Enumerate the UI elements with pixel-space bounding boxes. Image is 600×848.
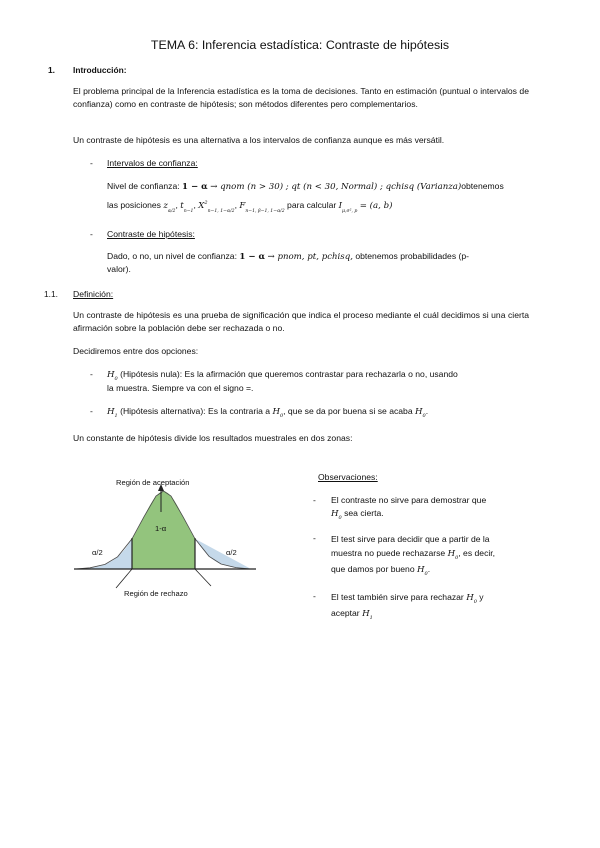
h0-line-1 (107, 368, 529, 383)
observation-3 (331, 590, 531, 622)
text: (Hipótesis nula): Es la afirmación que queremos contrastar para rechazarla o no, usando (120, 369, 458, 379)
symbol-h: H (362, 609, 370, 619)
zones-paragraph: Un constante de hipótesis divide los resultados muestrales en dos zonas: (73, 433, 353, 443)
symbol-f: F (239, 201, 246, 211)
subscript: n−1, β−1, 1−α/2 (245, 209, 285, 214)
subscript: 0 (455, 555, 459, 561)
symbol-h: H (107, 407, 115, 417)
symbol-h: H (272, 407, 280, 417)
symbol-h: H (466, 593, 474, 603)
bullet-dash: - (90, 406, 93, 416)
subscript: n−1, 1−α/2 (207, 209, 235, 214)
subscript: 1 (114, 413, 118, 419)
observations-heading: Observaciones: (318, 472, 378, 482)
text: obtenemos probabilidades (p- (355, 251, 470, 261)
alpha-half-right-label: α/2 (226, 548, 237, 557)
text: y (479, 592, 484, 602)
options-intro: Decidiremos entre dos opciones: (73, 346, 199, 356)
section-heading: Introducción: (73, 65, 127, 75)
text: para calcular (287, 200, 337, 210)
probability-functions: → pnom, pt, pchisq, (267, 252, 353, 262)
symbol-z: z (163, 201, 168, 211)
subscript: 0 (338, 515, 342, 521)
subscript: 1 (369, 615, 373, 621)
section-number: 1. (48, 65, 55, 75)
text: El contraste no sirve para demostrar que (331, 495, 487, 505)
text: obtenemos (461, 181, 504, 191)
symbol-h: H (447, 549, 456, 559)
symbol-i: I (338, 201, 343, 211)
h0-line-2: la muestra. Siempre va con el signo =. (107, 383, 254, 393)
bullet-dash: - (313, 533, 316, 543)
bullet-dash: - (313, 495, 316, 505)
text: El test sirve para decidir que a partir de la (331, 534, 490, 544)
pointer-left (116, 569, 132, 588)
bullet-dash: - (313, 591, 316, 601)
symbol-h: H (331, 509, 339, 519)
text: Nivel de confianza: (107, 181, 180, 191)
bullet-dash: - (90, 229, 93, 239)
symbol-h: H (415, 407, 423, 417)
intro-paragraph-2: Un contraste de hipótesis es una alternativa a los intervalos de confianza aunque es más versátil. (73, 135, 445, 145)
contraste-line-2: valor). (107, 264, 131, 274)
text: (Hipótesis alternativa): Es la contraria a (120, 406, 271, 416)
bullet-dash: - (90, 369, 93, 379)
text: que damos por bueno (331, 564, 415, 574)
symbol-t: t (180, 201, 184, 211)
observation-2: El test sirve para decidir que a partir de la muestra no puede rechazarse $H_0$, es decir, que damos por bueno $H_0$. (331, 534, 496, 577)
interval-result: = (a, b) (359, 201, 393, 211)
text: El test también sirve para rechazar (331, 592, 464, 602)
subscript: 0 (422, 413, 426, 419)
subsection-number: 1.1. (44, 289, 58, 299)
subscript: 0 (114, 376, 118, 382)
intervalos-line-1 (107, 180, 504, 194)
subscript: 0 (424, 571, 428, 577)
normal-curve-figure (70, 470, 310, 605)
definition-paragraph: Un contraste de hipótesis es una prueba de significación que indica el proceso mediante el cuál decidimos si una cierta afirmación sobre la población debe ser rechazada o no. (73, 310, 529, 333)
observation-1 (331, 494, 531, 522)
subscript: 0 (473, 599, 477, 605)
page-title: TEMA 6: Inferencia estadística: Contraste de hipótesis (150, 38, 450, 52)
alpha-half-left-label: α/2 (92, 548, 103, 557)
text: las posiciones (107, 200, 161, 210)
intro-paragraph-1: El problema principal de la Inferencia estadística es la toma de decisiones. Tanto en estimación (puntual o intervalos de confianza) como en contraste de hipótesis; son métodos diferentes pero complementarios. (73, 86, 529, 109)
subscript: α/2 (167, 209, 176, 214)
acceptance-label: Región de aceptación (116, 478, 190, 487)
bullet-dash: - (90, 158, 93, 168)
subheading-intervalos: Intervalos de confianza: (107, 158, 198, 168)
superscript: 2 (204, 200, 208, 206)
quantile-functions: → qnom (n > 30) ; qt (n < 30, Normal) ; qchisq (Varianza) (210, 182, 462, 192)
subsection-heading: Definición: (73, 289, 114, 299)
contraste-line-1 (107, 250, 529, 264)
intervalos-line-2: las posiciones $z_{\alpha/2}$, $t_{n-1}$, $X^2_{n-1, 1-\alpha/2}$, $F_{n-1, \beta-1, 1-\alpha/2}$ para calcular $I_{\mu,\sigma^2, p} = (a$, b) (107, 200, 393, 214)
text: , que se da por buena si se acaba (283, 406, 413, 416)
symbol-chi: X (198, 201, 205, 211)
subscript: n−1 (183, 209, 194, 214)
text: aceptar (331, 608, 360, 618)
text: sea cierta. (344, 508, 384, 518)
pointer-right (195, 569, 211, 586)
rejection-label: Región de rechazo (124, 589, 188, 598)
symbol-h: H (107, 370, 115, 380)
text: Dado, o no, un nivel de confianza: (107, 251, 237, 261)
h1-line: $H_1$ (Hipótesis alternativa): Es la contraria a $H_0$, que se da por buena si se acaba $H_0$. (107, 406, 429, 419)
text: , es decir, (458, 548, 496, 558)
confidence-expression: 1 − α (182, 182, 208, 192)
confidence-label: 1-α (155, 524, 167, 533)
normal-curve-svg (70, 470, 310, 605)
text: muestra no puede rechazarse (331, 548, 446, 558)
symbol-h: H (417, 565, 425, 575)
subheading-contraste: Contraste de hipótesis: (107, 229, 195, 239)
subscript: μ,σ², p (342, 209, 358, 214)
confidence-expression: 1 − α (239, 252, 266, 262)
subscript: 0 (279, 413, 284, 419)
